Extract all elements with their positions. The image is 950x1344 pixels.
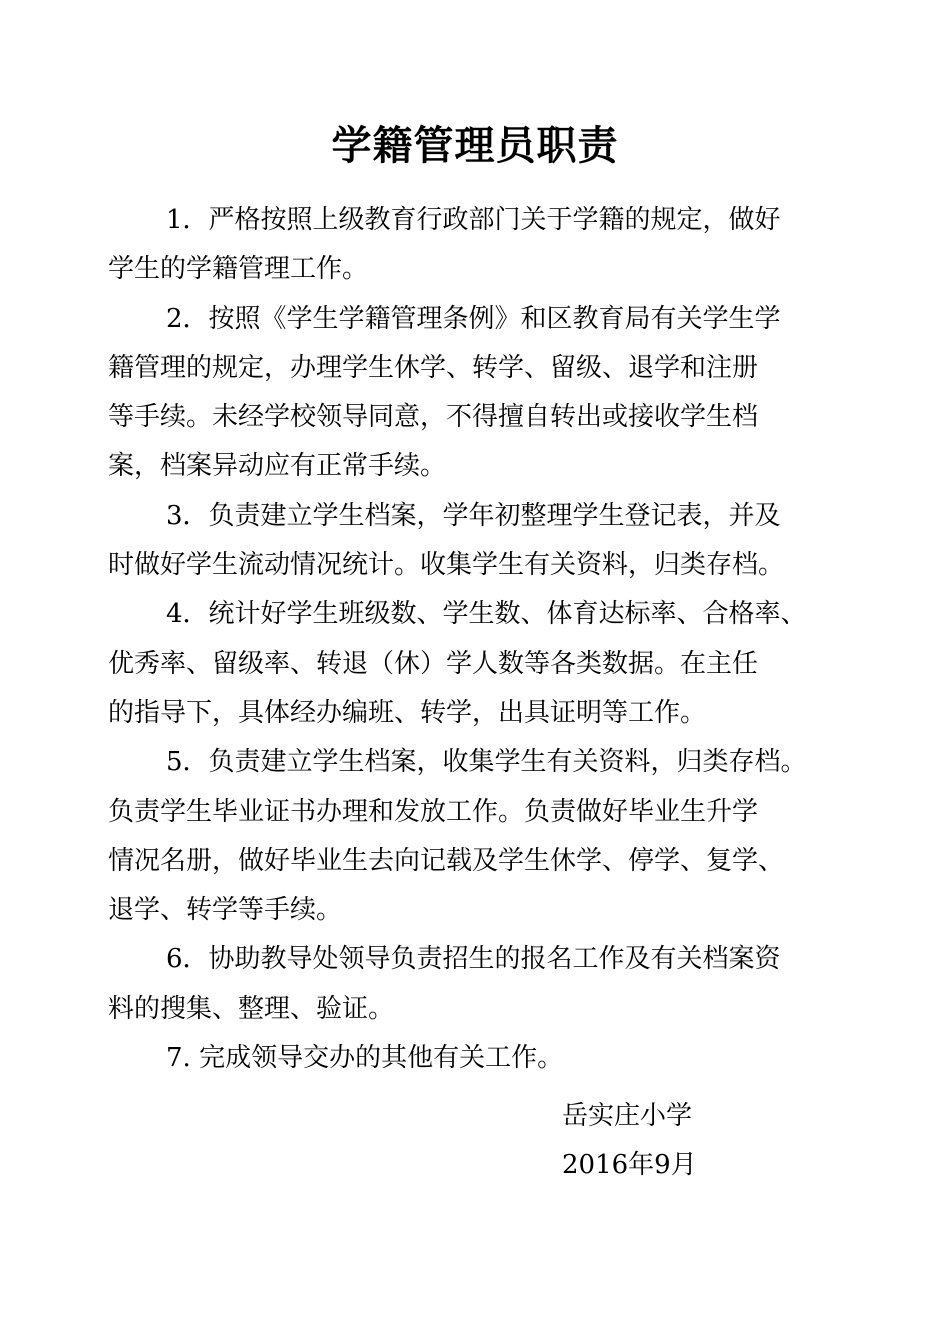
text-line: 4．统计好学生班级数、学生数、体育达标率、合格率、 bbox=[166, 599, 807, 630]
text-line: 2．按照《学生学籍管理条例》和区教育局有关学生学 bbox=[166, 303, 781, 334]
duty-item-2 bbox=[108, 295, 868, 492]
text-line: 5．负责建立学生档案，收集学生有关资料，归类存档。 bbox=[166, 747, 807, 778]
text-line: 学生的学籍管理工作。 bbox=[108, 254, 369, 285]
document-title: 学籍管理员职责 bbox=[331, 123, 619, 169]
text-line: 退学、转学等手续。 bbox=[108, 895, 343, 926]
text-line: 优秀率、留级率、转退（休）学人数等各类数据。在主任 bbox=[108, 648, 759, 679]
duty-item-4 bbox=[108, 590, 868, 738]
text-line: 1．严格按照上级教育行政部门关于学籍的规定，做好 bbox=[166, 205, 781, 235]
duty-item-1 bbox=[108, 196, 868, 295]
text-line: 负责学生毕业证书办理和发放工作。负责做好毕业生升学 bbox=[108, 796, 759, 827]
document-body bbox=[108, 196, 868, 1083]
signature-organization: 岳实庄小学 bbox=[562, 1101, 693, 1131]
text-line: 6．协助教导处领导负责招生的报名工作及有关档案资 bbox=[166, 944, 781, 975]
text-line: 料的搜集、整理、验证。 bbox=[108, 993, 395, 1024]
text-line: 的指导下，具体经办编班、转学，出具证明等工作。 bbox=[108, 697, 707, 728]
signature-block bbox=[562, 1092, 697, 1191]
text-line: 籍管理的规定，办理学生休学、转学、留级、退学和注册 bbox=[108, 352, 759, 383]
text-line: 情况名册，做好毕业生去向记载及学生休学、停学、复学、 bbox=[108, 845, 785, 876]
text-line: 案，档案异动应有正常手续。 bbox=[108, 451, 447, 482]
duty-item-6 bbox=[108, 935, 868, 1034]
signature-date: 2016年9月 bbox=[562, 1150, 697, 1181]
duty-item-7 bbox=[108, 1034, 868, 1083]
duty-item-5 bbox=[108, 738, 868, 935]
text-line: 时做好学生流动情况统计。收集学生有关资料，归类存档。 bbox=[108, 550, 785, 581]
duty-item-3 bbox=[108, 492, 868, 591]
text-line: 7. 完成领导交办的其他有关工作。 bbox=[166, 1043, 564, 1074]
text-line: 3．负责建立学生档案，学年初整理学生登记表，并及 bbox=[166, 500, 781, 531]
text-line: 等手续。未经学校领导同意，不得擅自转出或接收学生档 bbox=[108, 402, 759, 433]
